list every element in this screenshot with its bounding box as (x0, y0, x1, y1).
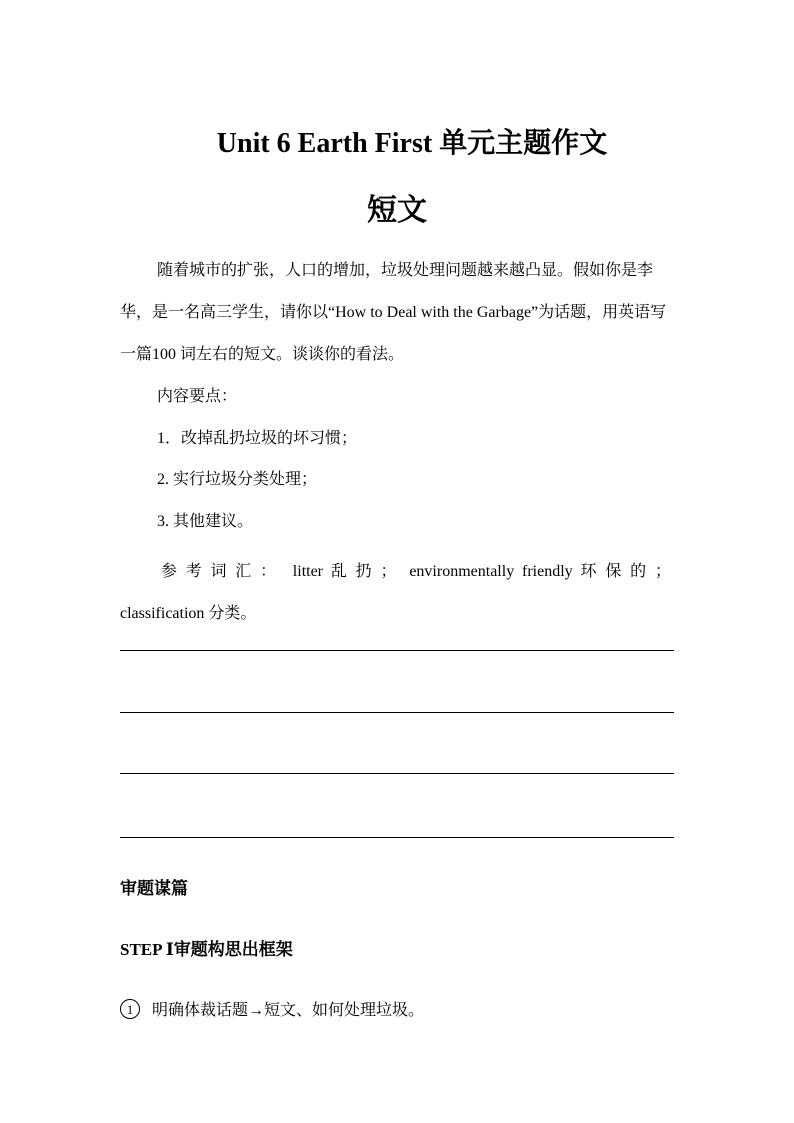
vocab-term-zh: 环保的； (580, 563, 676, 580)
vocab-term-en: environmentally friendly (409, 563, 573, 580)
circled-number-marker: 1 (120, 999, 140, 1019)
writing-prompt (120, 250, 676, 376)
answer-line (120, 773, 674, 774)
answer-line (120, 650, 674, 651)
writing-prompt-text: 随着城市的扩张，人口的增加，垃圾处理问题越来越凸显。假如你是李华，是一名高三学生，请你以“How to Deal with the Garbage”为话题，用英语写一篇100 词左右的短文。谈谈你的看法。 (120, 262, 667, 363)
document-subtitle: 短文 (367, 194, 427, 227)
vocab-term-zh: 乱扔； (330, 563, 402, 580)
point-item-1: 1．改掉乱扔垃圾的坏习惯； (157, 430, 358, 447)
vocab-term-en: litter (292, 563, 324, 580)
answer-line (120, 837, 674, 838)
vocab-term-en: classification (120, 605, 205, 622)
points-heading: 内容要点： (157, 388, 238, 405)
point-item-2: 2. 实行垃圾分类处理； (157, 471, 318, 488)
step-item-text: 明确体裁话题→短文、如何处理垃圾。 (152, 1002, 425, 1019)
document-title: Unit 6 Earth First 单元主题作文 (216, 128, 608, 159)
answer-line (120, 712, 674, 713)
vocab-term-zh: 分类。 (208, 605, 257, 622)
vocab-label: 参考词汇： (157, 563, 285, 580)
point-item-3: 3. 其他建议。 (157, 513, 254, 530)
step-heading: STEP Ⅰ审题构思出框架 (120, 940, 293, 959)
section-heading: 审题谋篇 (120, 879, 188, 898)
reference-vocabulary (120, 551, 676, 635)
step-item (120, 1000, 424, 1022)
